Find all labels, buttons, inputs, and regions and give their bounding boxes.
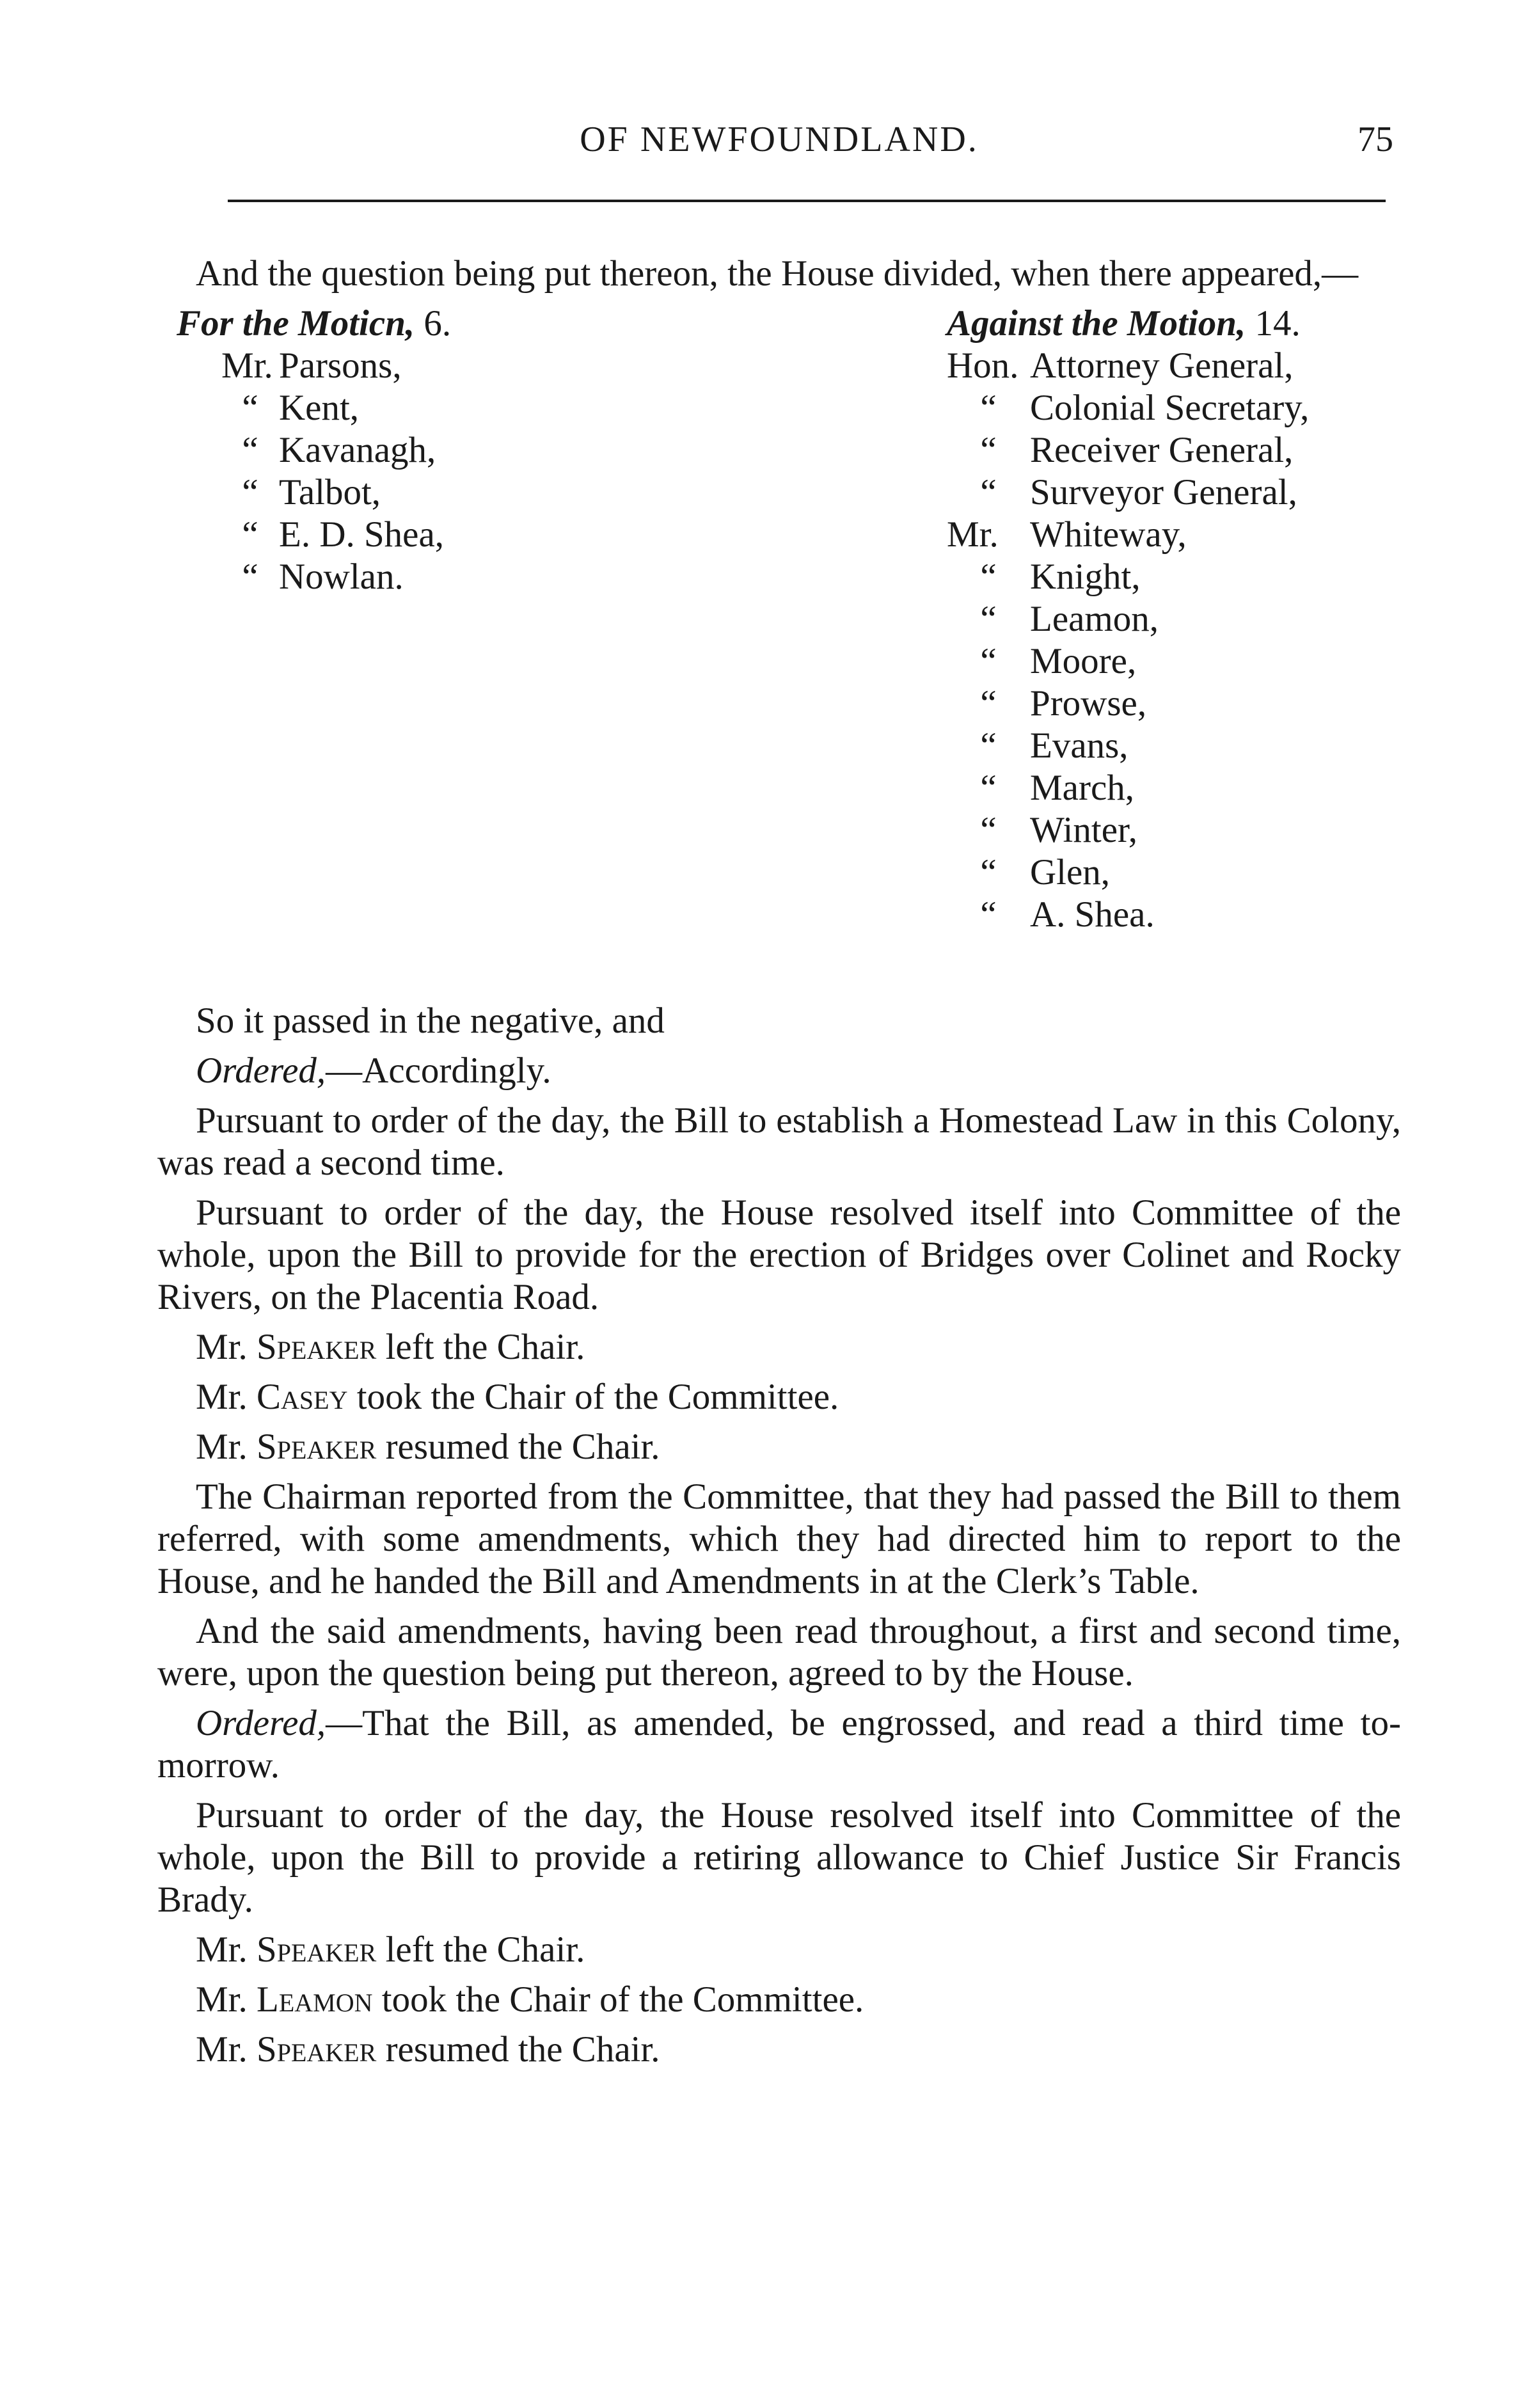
- member-prefix: “: [980, 472, 997, 512]
- member-prefix: Hon.: [947, 345, 1019, 386]
- member-entry: [221, 387, 752, 429]
- member-prefix: “: [980, 852, 997, 892]
- bridges-paragraph: Pursuant to order of the day, the House resolved itself into Committee of the whole, upon the Bill to provide for the erection of Bridges over Colinet and Rocky Rivers, on the Placentia Road.: [157, 1192, 1401, 1317]
- for-heading-label: For the Moticn,: [177, 303, 415, 344]
- report-paragraph: The Chairman reported from the Committee, that they had passed the Bill to them referred, with some amendments, which they had directed him to report to the House, and he handed the Bill and Amendments in at the Clerk’s Table.: [157, 1477, 1401, 1601]
- committee-line-prefix: Mr.: [196, 1327, 257, 1367]
- member-name: Kavanagh,: [279, 430, 436, 470]
- ordered-label: Ordered,: [196, 1050, 326, 1091]
- division-intro: And the question being put thereon, the House divided, when there appeared,—: [196, 253, 1359, 294]
- member-name: Whiteway,: [1030, 514, 1187, 555]
- member-prefix: “: [980, 388, 997, 428]
- member-entry: [947, 767, 1401, 809]
- member-prefix: “: [980, 683, 997, 724]
- member-name: Prowse,: [1030, 683, 1147, 724]
- member-entry: [947, 345, 1401, 387]
- member-entry: [947, 556, 1401, 598]
- member-entry: [221, 514, 752, 556]
- member-prefix: “: [242, 388, 258, 428]
- member-entry: [947, 725, 1401, 767]
- member-entry: [221, 556, 752, 598]
- committee-line-text: resumed the Chair.: [376, 2029, 660, 2070]
- member-entry: [947, 894, 1401, 936]
- member-name: Receiver General,: [1030, 430, 1294, 470]
- member-name: Speaker: [257, 1327, 377, 1367]
- committee-line-prefix: Mr.: [196, 1427, 257, 1467]
- member-name: March,: [1030, 768, 1135, 808]
- member-prefix: “: [242, 557, 258, 597]
- committee-line-text: resumed the Chair.: [376, 1427, 660, 1467]
- member-name: Winter,: [1030, 810, 1137, 850]
- member-prefix: “: [980, 725, 997, 766]
- for-motion-column: [177, 303, 752, 598]
- running-head: [157, 119, 1401, 164]
- committee-line-prefix: Mr.: [196, 1377, 257, 1417]
- member-entry: [947, 471, 1401, 514]
- member-name: Glen,: [1030, 852, 1111, 892]
- committee-line: [157, 1979, 1401, 2021]
- member-entry: [947, 429, 1401, 471]
- committee-line: [157, 1929, 1401, 1971]
- member-entry: [947, 640, 1401, 683]
- homestead-paragraph: Pursuant to order of the day, the Bill to establish a Homestead Law in this Colony, was read a second time.: [157, 1100, 1401, 1183]
- committee-line: [157, 1326, 1401, 1368]
- ordered-text: —That the Bill, as amended, be engrossed, and read a third time to-morrow.: [157, 1703, 1401, 1786]
- member-name: Evans,: [1030, 725, 1128, 766]
- member-entry: [221, 345, 752, 387]
- committee-line-prefix: Mr.: [196, 1929, 257, 1970]
- member-name: Knight,: [1030, 557, 1141, 597]
- member-prefix: “: [980, 768, 997, 808]
- member-entry: [221, 429, 752, 471]
- retiring-paragraph: Pursuant to order of the day, the House resolved itself into Committee of the whole, upon the Bill to provide a retiring allowance to Chief Justice Sir Francis Brady.: [157, 1795, 1401, 1920]
- committee-line-text: left the Chair.: [376, 1327, 585, 1367]
- member-entry: [947, 809, 1401, 852]
- ordered-accordingly: [157, 1050, 1401, 1092]
- member-entry: [947, 387, 1401, 429]
- member-name: Talbot,: [279, 472, 381, 512]
- member-prefix: Mr.: [221, 345, 273, 386]
- member-prefix: “: [980, 894, 997, 935]
- for-members-list: [177, 345, 752, 598]
- against-members-list: [947, 345, 1401, 936]
- member-prefix: “: [242, 472, 258, 512]
- ordered-text: —Accordingly.: [326, 1050, 551, 1091]
- running-title: OF NEWFOUNDLAND.: [580, 120, 979, 159]
- member-name: Leamon,: [1030, 599, 1159, 639]
- member-name: Speaker: [257, 1427, 377, 1467]
- member-name: Attorney General,: [1030, 345, 1294, 386]
- member-name: Surveyor General,: [1030, 472, 1297, 512]
- against-heading-label: Against the Motion,: [947, 303, 1246, 344]
- member-name: E. D. Shea,: [279, 514, 445, 555]
- division-list: [157, 303, 1401, 1000]
- member-name: Colonial Secretary,: [1030, 388, 1310, 428]
- page-number: 75: [1358, 120, 1393, 159]
- member-name: A. Shea.: [1030, 894, 1155, 935]
- member-entry: [947, 598, 1401, 640]
- committee-proceedings-1: [157, 1326, 1401, 1468]
- amendments-paragraph: And the said amendments, having been read throughout, a first and second time, were, upon the question being put thereon, agreed to by the House.: [157, 1611, 1401, 1693]
- committee-line-text: left the Chair.: [376, 1929, 585, 1970]
- ordered-label: Ordered,: [196, 1703, 326, 1743]
- against-motion-heading: [947, 303, 1401, 345]
- member-name: Parsons,: [279, 345, 402, 386]
- member-prefix: “: [980, 641, 997, 681]
- member-name: Casey: [257, 1377, 348, 1417]
- committee-line-text: took the Chair of the Committee.: [372, 1979, 864, 2020]
- member-entry: [221, 471, 752, 514]
- ordered-engrossed: [157, 1702, 1401, 1787]
- negative-line: So it passed in the negative, and: [196, 1001, 665, 1041]
- committee-line: [157, 2029, 1401, 2071]
- committee-line-text: took the Chair of the Committee.: [347, 1377, 839, 1417]
- member-entry: [947, 514, 1401, 556]
- against-motion-column: [947, 303, 1401, 936]
- for-motion-heading: [177, 303, 752, 345]
- member-prefix: “: [980, 557, 997, 597]
- member-name: Speaker: [257, 2029, 377, 2070]
- body-text: [157, 253, 1401, 2079]
- committee-proceedings-2: [157, 1929, 1401, 2071]
- member-name: Kent,: [279, 388, 360, 428]
- member-name: Leamon: [257, 1979, 373, 2020]
- member-prefix: “: [980, 810, 997, 850]
- member-prefix: “: [980, 430, 997, 470]
- against-count: 14.: [1255, 303, 1301, 344]
- committee-line-prefix: Mr.: [196, 2029, 257, 2070]
- committee-line-prefix: Mr.: [196, 1979, 257, 2020]
- for-count: 6.: [424, 303, 452, 344]
- member-prefix: Mr.: [947, 514, 999, 555]
- member-name: Speaker: [257, 1929, 377, 1970]
- member-prefix: “: [242, 514, 258, 555]
- member-prefix: “: [980, 599, 997, 639]
- member-entry: [947, 852, 1401, 894]
- committee-line: [157, 1376, 1401, 1418]
- member-name: Nowlan.: [279, 557, 404, 597]
- member-name: Moore,: [1030, 641, 1137, 681]
- committee-line: [157, 1426, 1401, 1468]
- member-prefix: “: [242, 430, 258, 470]
- member-entry: [947, 683, 1401, 725]
- header-rule: [228, 200, 1386, 202]
